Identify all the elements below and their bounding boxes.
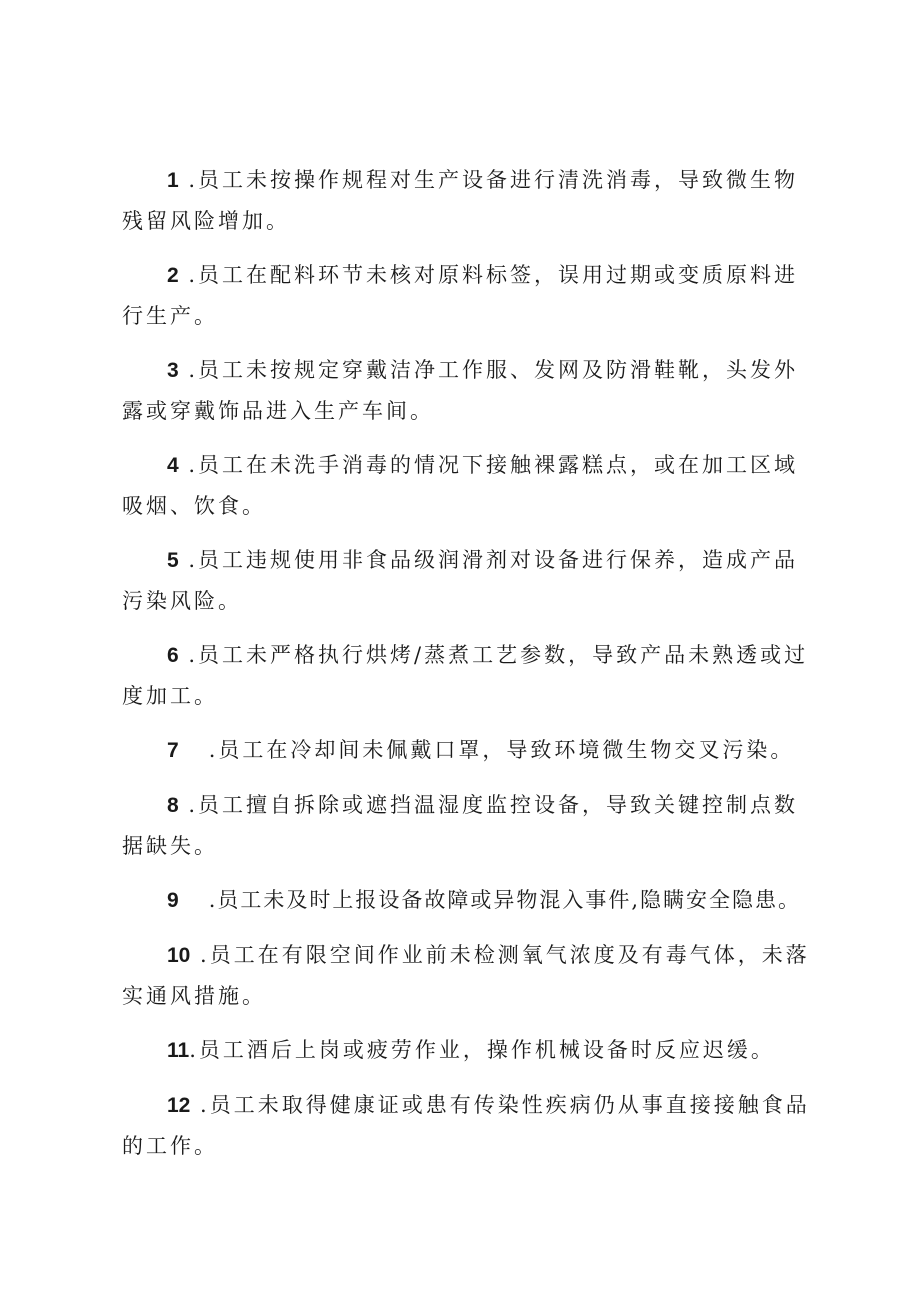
list-item (122, 1030, 822, 1071)
list-item (122, 730, 822, 771)
item-text: .员工在有限空间作业前未检测氧气浓度及有毒气体，未落实通风措施。 (122, 943, 810, 1008)
item-number: 11 (167, 1039, 190, 1062)
list-item (122, 540, 822, 621)
item-text: .员工擅自拆除或遮挡温湿度监控设备，导致关键控制点数据缺失。 (122, 793, 799, 858)
list-item (122, 880, 822, 921)
item-number: 2 (167, 264, 179, 287)
list-item (122, 350, 822, 431)
list-item (122, 255, 822, 336)
list-item (122, 1085, 822, 1166)
item-number: 6 (167, 644, 179, 667)
item-text: .员工在配料环节未核对原料标签，误用过期或变质原料进行生产。 (122, 263, 799, 328)
document-body (122, 160, 822, 1180)
item-number: 4 (167, 454, 179, 477)
item-text: .员工在未洗手消毒的情况下接触裸露糕点，或在加工区域吸烟、饮食。 (122, 453, 799, 518)
item-number: 7 (167, 739, 179, 762)
item-number: 5 (167, 549, 179, 572)
list-item (122, 445, 822, 526)
item-number: 3 (167, 359, 179, 382)
list-item (122, 635, 822, 716)
list-item (122, 160, 822, 241)
item-number: 12 (167, 1094, 191, 1117)
item-text: .员工未取得健康证或患有传染性疾病仍从事直接接触食品的工作。 (122, 1093, 810, 1158)
item-number: 9 (167, 889, 179, 912)
item-text: .员工在冷却间未佩戴口罩，导致环境微生物交叉污染。 (208, 738, 795, 762)
item-text: .员工未严格执行烘烤/蒸煮工艺参数，导致产品未熟透或过度加工。 (122, 643, 809, 708)
item-text: .员工未及时上报设备故障或异物混入事件,隐瞒安全隐患。 (208, 888, 802, 912)
list-item (122, 935, 822, 1016)
item-number: 1 (167, 169, 179, 192)
item-text: .员工未按规定穿戴洁净工作服、发网及防滑鞋靴，头发外露或穿戴饰品进入生产车间。 (122, 358, 799, 423)
list-item (122, 785, 822, 866)
item-number: 10 (167, 944, 191, 967)
item-text: .员工违规使用非食品级润滑剂对设备进行保养，造成产品污染风险。 (122, 548, 799, 613)
item-text: .员工未按操作规程对生产设备进行清洗消毒，导致微生物残留风险增加。 (122, 168, 799, 233)
item-number: 8 (167, 794, 179, 817)
item-text: .员工酒后上岗或疲劳作业，操作机械设备时反应迟缓。 (189, 1038, 775, 1062)
